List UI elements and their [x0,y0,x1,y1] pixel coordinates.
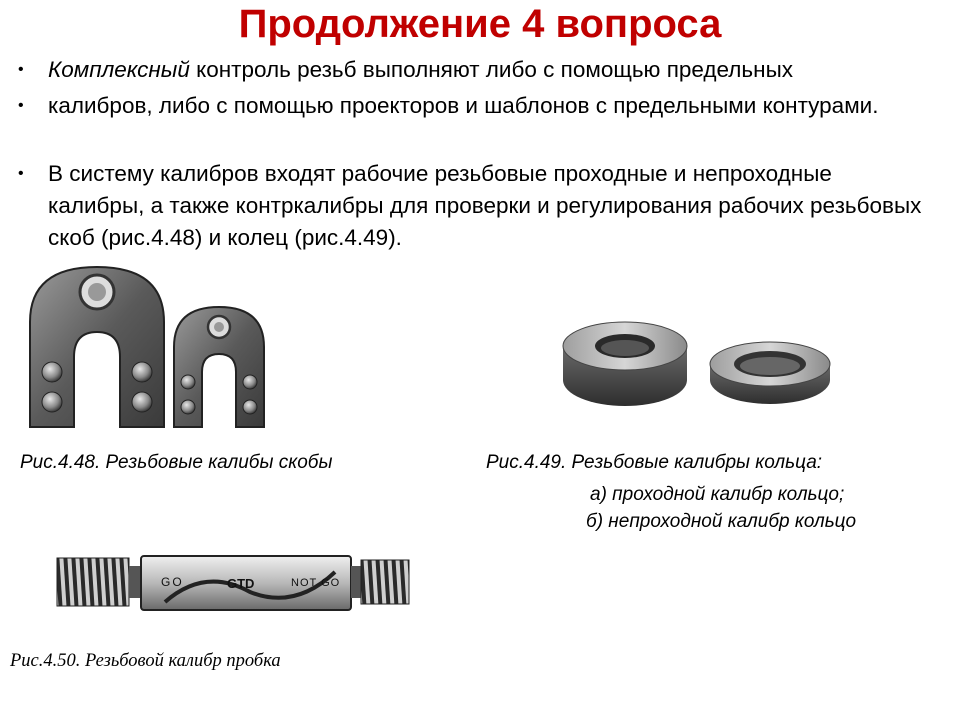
small-snap-gauge [174,307,264,427]
caption-fig-4-49-a: а) проходной калибр кольцо; [590,484,845,505]
bullet-2-text: калибров, либо с помощью проекторов и шаблонов с предельными контурами. [48,93,879,118]
go-label: GO [161,575,184,589]
notgo-thread-end [361,560,409,604]
bullet-3-text: В систему калибров входят рабочие резьбовые проходные и непроходные калибры, а также контркалибры для проверки и регулирования рабочих резьбовых скоб (рис.4.48) и колец (рис.4.49). [48,161,922,250]
gtd-logo: GTD [227,576,255,591]
bullet-1-text [48,54,938,86]
large-snap-gauge [30,267,164,427]
notgo-ring-gauge [710,342,830,404]
caption-fig-4-49-b: б) непроходной калибр кольцо [586,511,857,532]
plug-gauge-image [55,552,415,614]
bullet-1-rest: контроль резьб выполняют либо с помощью предельных [189,57,793,82]
caption-fig-4-48: Рис.4.48. Резьбовые калибы скобы [20,452,333,473]
go-thread-end [57,558,129,606]
bullet-dot: • [18,97,24,114]
bullet-dot: • [18,165,24,182]
bullet-1-italic: Комплексный [48,57,190,82]
bullet-3 [18,158,938,254]
snap-gauges-image [22,262,282,437]
notgo-label: NOT GO [291,577,341,589]
caption-fig-4-49-title: Рис.4.49. Резьбовые калибры кольца: [486,452,823,473]
slide-title: Продолжение 4 вопроса [238,2,722,46]
go-ring-gauge [563,322,687,406]
ring-gauges-image [555,318,845,418]
bullet-2 [18,90,938,154]
caption-fig-4-50: Рис.4.50. Резьбовой калибр пробка [10,651,281,671]
bullet-1 [18,54,938,86]
bullet-dot: • [18,61,24,78]
